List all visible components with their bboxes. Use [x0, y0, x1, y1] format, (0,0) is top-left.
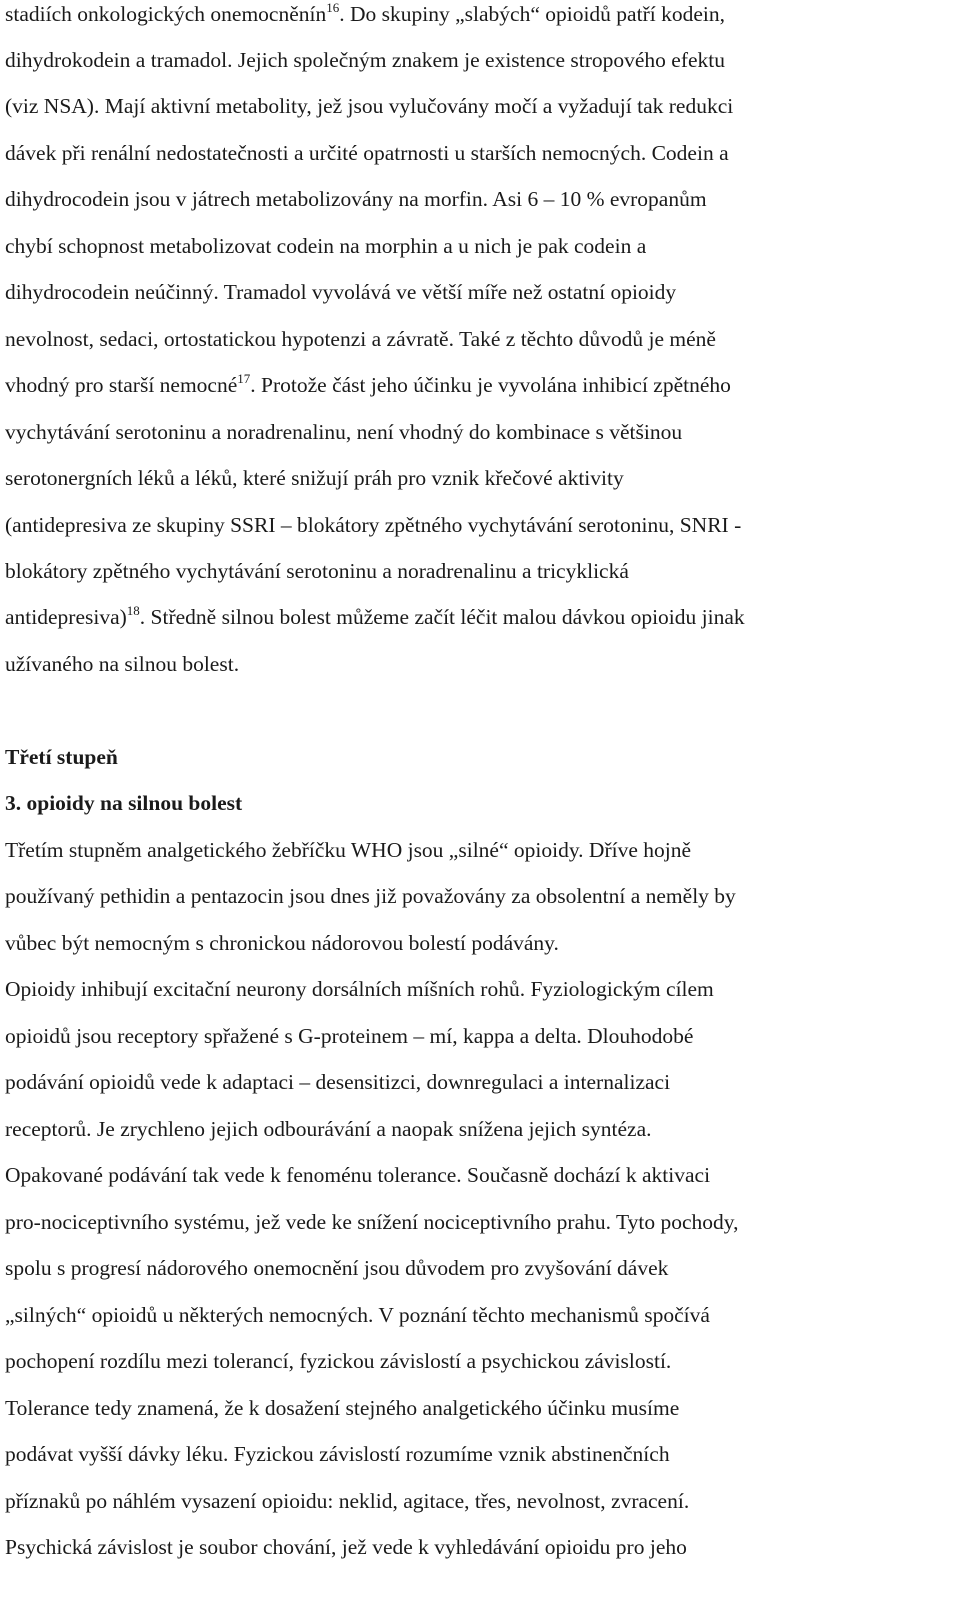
heading-text: Třetí stupeň: [5, 745, 118, 769]
text-line: [5, 1444, 670, 1466]
text-segment: dihydrokodein a tramadol. Jejich společným znakem je existence stropového efektu: [5, 48, 726, 72]
text-line: [5, 371, 731, 397]
text-line: [5, 515, 741, 537]
text-segment: pro-nociceptivního systému, jež vede ke snížení nociceptivního prahu. Tyto pochody,: [5, 1210, 739, 1234]
text-segment: antidepresiva): [5, 605, 127, 629]
text-line: [5, 603, 745, 629]
text-line: [5, 1537, 687, 1559]
text-segment: podávat vyšší dávky léku. Fyzickou závislostí rozumíme vznik abstinenčních: [5, 1442, 670, 1466]
text-line: [5, 933, 559, 955]
text-segment: (antidepresiva ze skupiny SSRI – blokátory zpětného vychytávání serotoninu, SNRI -: [5, 513, 742, 537]
text-line: [5, 143, 729, 165]
text-line: [5, 282, 676, 304]
text-segment: užívaného na silnou bolest.: [5, 652, 240, 676]
footnote-ref: 16: [326, 0, 340, 15]
text-segment: blokátory zpětného vychytávání serotoninu a noradrenalinu a tricyklická: [5, 559, 629, 583]
text-line: [5, 1491, 689, 1513]
text-segment: pochopení rozdílu mezi tolerancí, fyzickou závislostí a psychickou závislostí.: [5, 1349, 672, 1373]
text-line: [5, 329, 716, 351]
heading-text: 3. opioidy na silnou bolest: [5, 791, 243, 815]
text-segment: Tolerance tedy znamená, že k dosažení stejného analgetického účinku musíme: [5, 1396, 680, 1420]
text-line: [5, 1165, 710, 1187]
text-line: [5, 1258, 668, 1280]
text-line: [5, 840, 691, 862]
text-line: [5, 422, 682, 444]
text-line: [5, 0, 725, 26]
text-line: [5, 1398, 679, 1420]
section-heading: [5, 747, 118, 769]
text-line: [5, 886, 736, 908]
footnote-ref: 18: [126, 603, 140, 618]
text-segment: příznaků po náhlém vysazení opioidu: neklid, agitace, třes, nevolnost, zvracení.: [5, 1489, 690, 1513]
text-segment: . Protože část jeho účinku je vyvolána inhibicí zpětného: [250, 373, 731, 397]
text-segment: chybí schopnost metabolizovat codein na morphin a u nich je pak codein a: [5, 234, 647, 258]
text-line: [5, 1072, 670, 1094]
text-segment: vůbec být nemocným s chronickou nádorovou bolestí podávány.: [5, 931, 559, 955]
text-segment: nevolnost, sedaci, ortostatickou hypotenzi a závratě. Také z těchto důvodů je méně: [5, 327, 716, 351]
text-segment: „silných“ opioidů u některých nemocných. V poznání těchto mechanismů spočívá: [5, 1303, 710, 1327]
text-segment: Psychická závislost je soubor chování, jež vede k vyhledávání opioidu pro jeho: [5, 1535, 687, 1559]
text-segment: dihydrocodein jsou v játrech metabolizovány na morfin. Asi 6 – 10 % evropanům: [5, 187, 707, 211]
text-segment: dávek při renální nedostatečnosti a určité opatrnosti u starších nemocných. Codein a: [5, 141, 729, 165]
text-segment: Třetím stupněm analgetického žebříčku WHO jsou „silné“ opioidy. Dříve hojně: [5, 838, 692, 862]
text-segment: Opioidy inhibují excitační neurony dorsálních míšních rohů. Fyziologickým cílem: [5, 977, 714, 1001]
text-line: [5, 1212, 739, 1234]
subsection-heading: [5, 793, 242, 815]
text-line: [5, 1119, 652, 1141]
text-segment: (viz NSA). Mají aktivní metabolity, jež jsou vylučovány močí a vyžadují tak redukci: [5, 94, 734, 118]
text-segment: podávání opioidů vede k adaptaci – desensitizci, downregulaci a internalizaci: [5, 1070, 671, 1094]
text-line: [5, 654, 239, 676]
text-line: [5, 468, 624, 490]
text-segment: stadiích onkologických onemocněnín: [5, 2, 327, 26]
text-segment: spolu s progresí nádorového onemocnění jsou důvodem pro zvyšování dávek: [5, 1256, 669, 1280]
text-segment: . Do skupiny „slabých“ opioidů patří kodein,: [339, 2, 725, 26]
text-line: [5, 979, 714, 1001]
text-line: [5, 561, 629, 583]
text-segment: . Středně silnou bolest můžeme začít léčit malou dávkou opioidu jinak: [139, 605, 745, 629]
text-segment: dihydrocodein neúčinný. Tramadol vyvolává ve větší míře než ostatní opioidy: [5, 280, 677, 304]
text-line: [5, 236, 646, 258]
text-segment: používaný pethidin a pentazocin jsou dnes již považovány za obsolentní a neměly by: [5, 884, 736, 908]
text-line: [5, 189, 707, 211]
text-segment: vychytávání serotoninu a noradrenalinu, není vhodný do kombinace s většinou: [5, 420, 683, 444]
text-segment: Opakované podávání tak vede k fenoménu tolerance. Současně dochází k aktivaci: [5, 1163, 711, 1187]
text-line: [5, 96, 733, 118]
text-segment: serotonergních léků a léků, které snižují práh pro vznik křečové aktivity: [5, 466, 624, 490]
text-segment: receptorů. Je zrychleno jejich odbourávání a naopak snížena jejich syntéza.: [5, 1117, 652, 1141]
footnote-ref: 17: [237, 371, 251, 386]
text-line: [5, 50, 725, 72]
text-segment: vhodný pro starší nemocné: [5, 373, 238, 397]
text-line: [5, 1351, 671, 1373]
text-line: [5, 1305, 710, 1327]
text-segment: opioidů jsou receptory spřažené s G-proteinem – mí, kappa a delta. Dlouhodobé: [5, 1024, 694, 1048]
text-line: [5, 1026, 693, 1048]
